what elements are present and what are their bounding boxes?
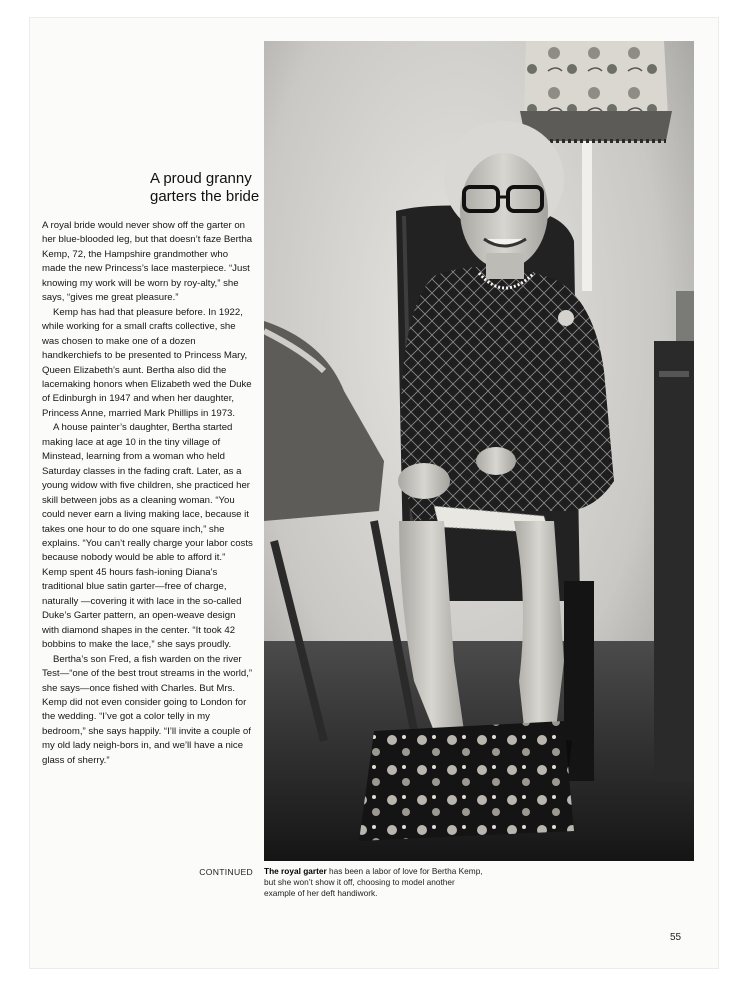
article-photo [264, 41, 694, 861]
article-paragraph: Kemp has had that pleasure before. In 1922, while working for a small crafts collective, she was chosen to make one of a dozen handkerchiefs to be presented to Princess Mary, Queen Elizabeth’s aunt. Bertha also did the lacemaking honors when Elizabeth wed the Duke of Edinburgh in 1947 and when her daughter, Princess Anne, married Mark Phillips in 1973. [42, 306, 252, 419]
article-body [42, 219, 253, 768]
headline-line-2: garters the bride [150, 188, 260, 205]
caption-text: has been a labor of love for Bertha Kemp, but she won’t show it off, choosing to model another example of her deft handiwork. [264, 866, 483, 898]
caption-lead: The royal garter [264, 866, 327, 876]
article-paragraph: Bertha’s son Fred, a fish warden on the river Test—“one of the best trout streams in the world,” she says—once fished with Charles. But Mrs. Kemp did not even consider going to London for the wedding. “I’ve got a color telly in my bedroom,” she says happily. “I’ll invite a couple of my old lady neigh-bors in, and we’ll have a nice glass of sherry.” [42, 653, 253, 766]
article-paragraph: A house painter’s daughter, Bertha started making lace at age 10 in the tiny village of Minstead, learning from a woman who held Saturday classes in the fading craft. Later, as a young widow with five children, she practiced her skill between jobs as a cleaning woman. “You could never earn a living making lace, because it takes one hour to do one square inch,” she explains. “You can’t really charge your labor costs because nobody would be able to afford it.” Kemp spent 45 hours fash-ioning Diana’s traditional blue satin garter—free of charge, naturally —covering it with lace in the so-called Duke’s Garter pattern, an open-weave design with diamond shapes in the center. “It took 42 bobbins to make the lace,” she says proudly. [42, 422, 253, 651]
photo-illustration [264, 41, 694, 861]
page-number: 55 [670, 932, 682, 943]
article-paragraph: A royal bride would never show off the garter on her blue-blooded leg, but that doesn’t faze Bertha Kemp, 72, the Hampshire grandmother who made the new Princess’s lace masterpiece. “Just knowing my work will be worn by roy-alty,” she says, “gives me great pleasure.” [42, 220, 253, 304]
article-headline [150, 170, 260, 206]
continued-label: CONTINUED [199, 867, 253, 877]
headline-line-1: A proud granny [150, 170, 252, 187]
photo-caption [264, 866, 484, 899]
